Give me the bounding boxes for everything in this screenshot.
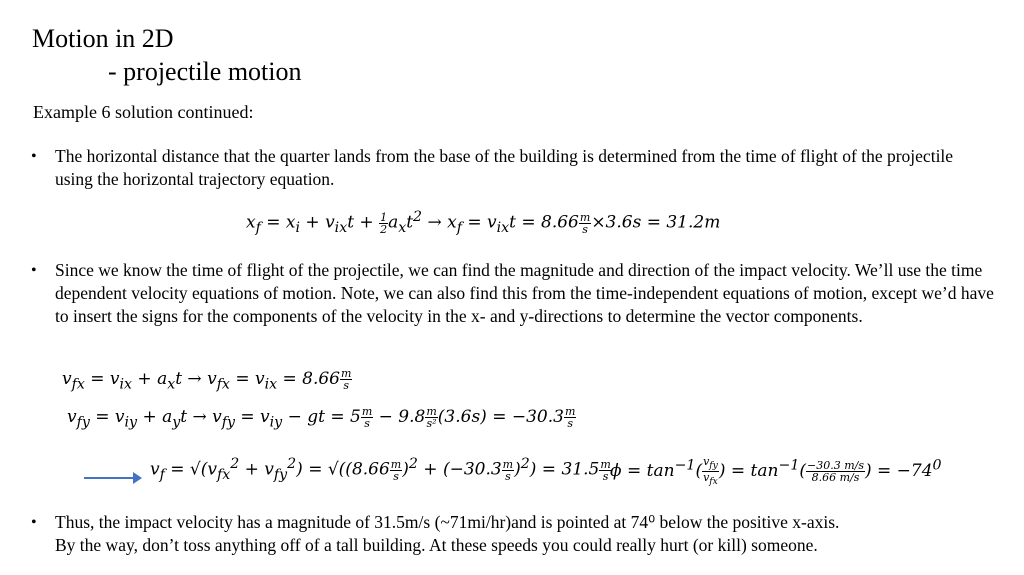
equation-horizontal-distance: $x_f = x_i + v_{ix}t$ + $\frac{1}{2}$ $a_xt^2 \to x_f = v_{ix}t = 8.66$ $\frac{m}{s}$ ×3.6s = 31.2m	[246, 209, 721, 237]
bullet-text: Thus, the impact velocity has a magnitude of 31.5m/s (~71mi/hr)and is pointed at 74⁰ below the positive x-axis.	[55, 512, 840, 532]
bullet-impact-velocity	[31, 259, 1005, 328]
bullet-text: The horizontal distance that the quarter lands from the base of the building is determined from the time of flight of the projectile using the horizontal trajectory equation.	[55, 146, 954, 189]
bullet-icon: •	[31, 262, 37, 279]
bullet-icon: •	[31, 148, 37, 165]
arrow-icon	[84, 477, 140, 479]
intro-text: Example 6 solution continued:	[33, 102, 254, 122]
equation-phi-angle: $\phi = \tan^{-1}$( $\frac{v_{fy}}{v_{fx}}$ ) = $\tan^{-1}$( $\frac{-30.3 m/s}{8.66 m/s}$ ) = $-74^0$	[610, 455, 942, 488]
equation-vf-magnitude: $v_f = √(v_{fx}^2 + v_{fy}^2) = √((8.66$ $\frac{m}{s}$ )$^2$ + (−30.3 $\frac{m}{s}$ )$^2$) = 31.5 $\frac{m}{s}$	[150, 456, 611, 484]
equation-vfy: $v_{fy} = v_{iy} + a_yt \to v_{fy} = v_{iy}$ − gt = 5 $\frac{m}{s}$ − 9.8 $\frac{m}{\text{s²}}$ (3.6s) = −30.3 $\frac{m}{s}$	[67, 405, 576, 431]
bullet-conclusion	[31, 511, 995, 557]
closing-line: By the way, don’t toss anything off of a tall building. At these speeds you could really hurt (or kill) someone.	[55, 535, 818, 555]
slide-title: Motion in 2D	[32, 24, 174, 53]
bullet-horizontal-distance	[31, 145, 990, 191]
bullet-icon: •	[31, 514, 37, 531]
bullet-text: Since we know the time of flight of the projectile, we can find the magnitude and direction of the impact velocity. We’ll use the time dependent velocity equations of motion. Note, we can also find this from the time-independent equations of motion, except we’d have to insert the signs for the components of the velocity in the x- and y-directions to determine the vector components.	[55, 260, 994, 326]
slide-subtitle: - projectile motion	[108, 57, 302, 86]
equation-vfx: $v_{fx} = v_{ix} + a_xt \to v_{fx} = v_{ix} = 8.66$ $\frac{m}{s}$	[62, 367, 352, 393]
